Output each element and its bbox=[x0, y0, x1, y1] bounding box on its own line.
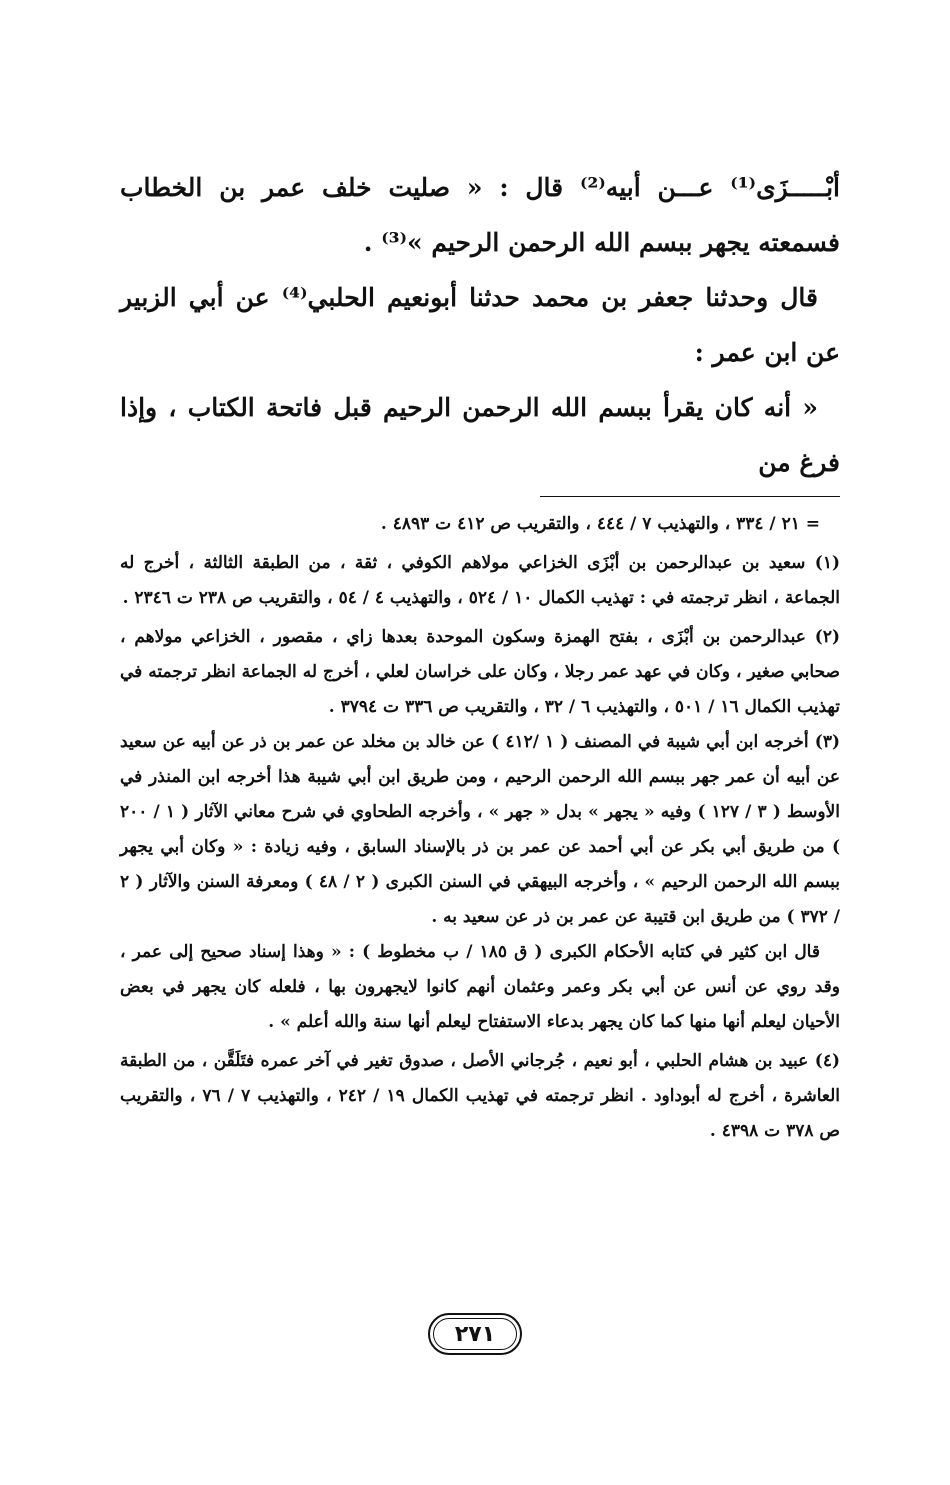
footnote-4: (٤) عبيد بن هشام الحلبي ، أبو نعيم ، جُرجاني الأصل ، صدوق تغير في آخر عمره فتَلَقَّن ، من الطبقة العاشرة ، أخرج له أبوداود . انظر ترجمته في تهذيب الكمال ١٩ / ٢٤٢ ، والتهذيب ٧ / ٧٦ ، والتقريب ص ٣٧٨ ت ٤٣٩٨ . bbox=[120, 1051, 840, 1141]
footnote-separator bbox=[540, 496, 840, 497]
page-number-text: ٢٧١ bbox=[454, 1321, 496, 1347]
footnote-1: (١) سعيد بن عبدالرحمن بن أبْزَى الخزاعي مولاهم الكوفي ، ثقة ، من الطبقة الثالثة ، أخرج له الجماعة ، انظر ترجمته في : تهذيب الكمال ١٠ / ٥٢٤ ، والتهذيب ٤ / ٥٤ ، والتقريب ص ٢٣٨ ت ٢٣٤٦ . bbox=[120, 553, 840, 608]
footnote-3-comment: قال ابن كثير في كتابه الأحكام الكبرى ( ق ١٨٥ / ب مخطوط ) : « وهذا إسناد صحيح إلى عمر ، وقد روي عن أنس عن أبي بكر وعمر وعثمان أنهم كانوا لايجهرون بها ، فلعله كان يجهر في بعض الأحيان ليعلم أنها منها كما كان يجهر بدعاء الاستفتاح ليعلم أنها سنة والله أعلم » . bbox=[120, 942, 840, 1032]
page-body bbox=[120, 160, 840, 1149]
footnote-continuation: = ٢١ / ٣٣٤ ، والتهذيب ٧ / ٤٤٤ ، والتقريب ص ٤١٢ ت ٤٨٩٣ . bbox=[380, 514, 820, 534]
page-number bbox=[428, 1313, 522, 1355]
footnotes bbox=[120, 507, 840, 1149]
main-paragraph: قال وحدثنا جعفر بن محمد حدثنا أبونعيم الحلبي⁽⁴⁾ عن أبي الزبير عن ابن عمر : bbox=[120, 283, 840, 367]
footnote-2: (٢) عبدالرحمن بن أبْزَى ، بفتح الهمزة وسكون الموحدة بعدها زاي ، مقصور ، الخزاعي مولاهم ، صحابي صغير ، وكان في عهد عمر رجلا ، وكان على خراسان لعلي ، أخرج له الجماعة انظر ترجمته في تهذيب الكمال ١٦ / ٥٠١ ، والتهذيب ٦ / ٣٢ ، والتقريب ص ٣٣٦ ت ٣٧٩٤ . bbox=[120, 627, 840, 717]
main-text bbox=[120, 160, 840, 490]
main-paragraph: « أنه كان يقرأ ببسم الله الرحمن الرحيم قبل فاتحة الكتاب ، وإذا فرغ من bbox=[120, 393, 840, 477]
main-paragraph: أبْـــــزَى⁽¹⁾ عـــن أبيه⁽²⁾ قال : « صليت خلف عمر بن الخطاب فسمعته يجهر ببسم الله الرحمن الرحيم »⁽³⁾ . bbox=[120, 173, 840, 257]
footnote-3: (٣) أخرجه ابن أبي شيبة في المصنف ( ١ /٤١٢ ) عن خالد بن مخلد عن عمر بن ذر عن أبيه عن سعيد عن أبيه أن عمر جهر ببسم الله الرحمن الرحيم ، ومن طريق ابن أبي شيبة هذا أخرجه ابن المنذر في الأوسط ( ٣ / ١٢٧ ) وفيه « يجهر » بدل « جهر » ، وأخرجه الطحاوي في شرح معاني الآثار ( ١ / ٢٠٠ ) من طريق أبي بكر عن أبي أحمد عن عمر بن ذر بالإسناد السابق ، وفيه زيادة : « وكان أبي يجهر ببسم الله الرحمن الرحيم » ، وأخرجه البيهقي في السنن الكبرى ( ٢ / ٤٨ ) ومعرفة السنن والآثار ( ٢ / ٣٧٢ ) من طريق ابن قتيبة عن عمر بن ذر عن سعيد به . bbox=[120, 732, 841, 927]
